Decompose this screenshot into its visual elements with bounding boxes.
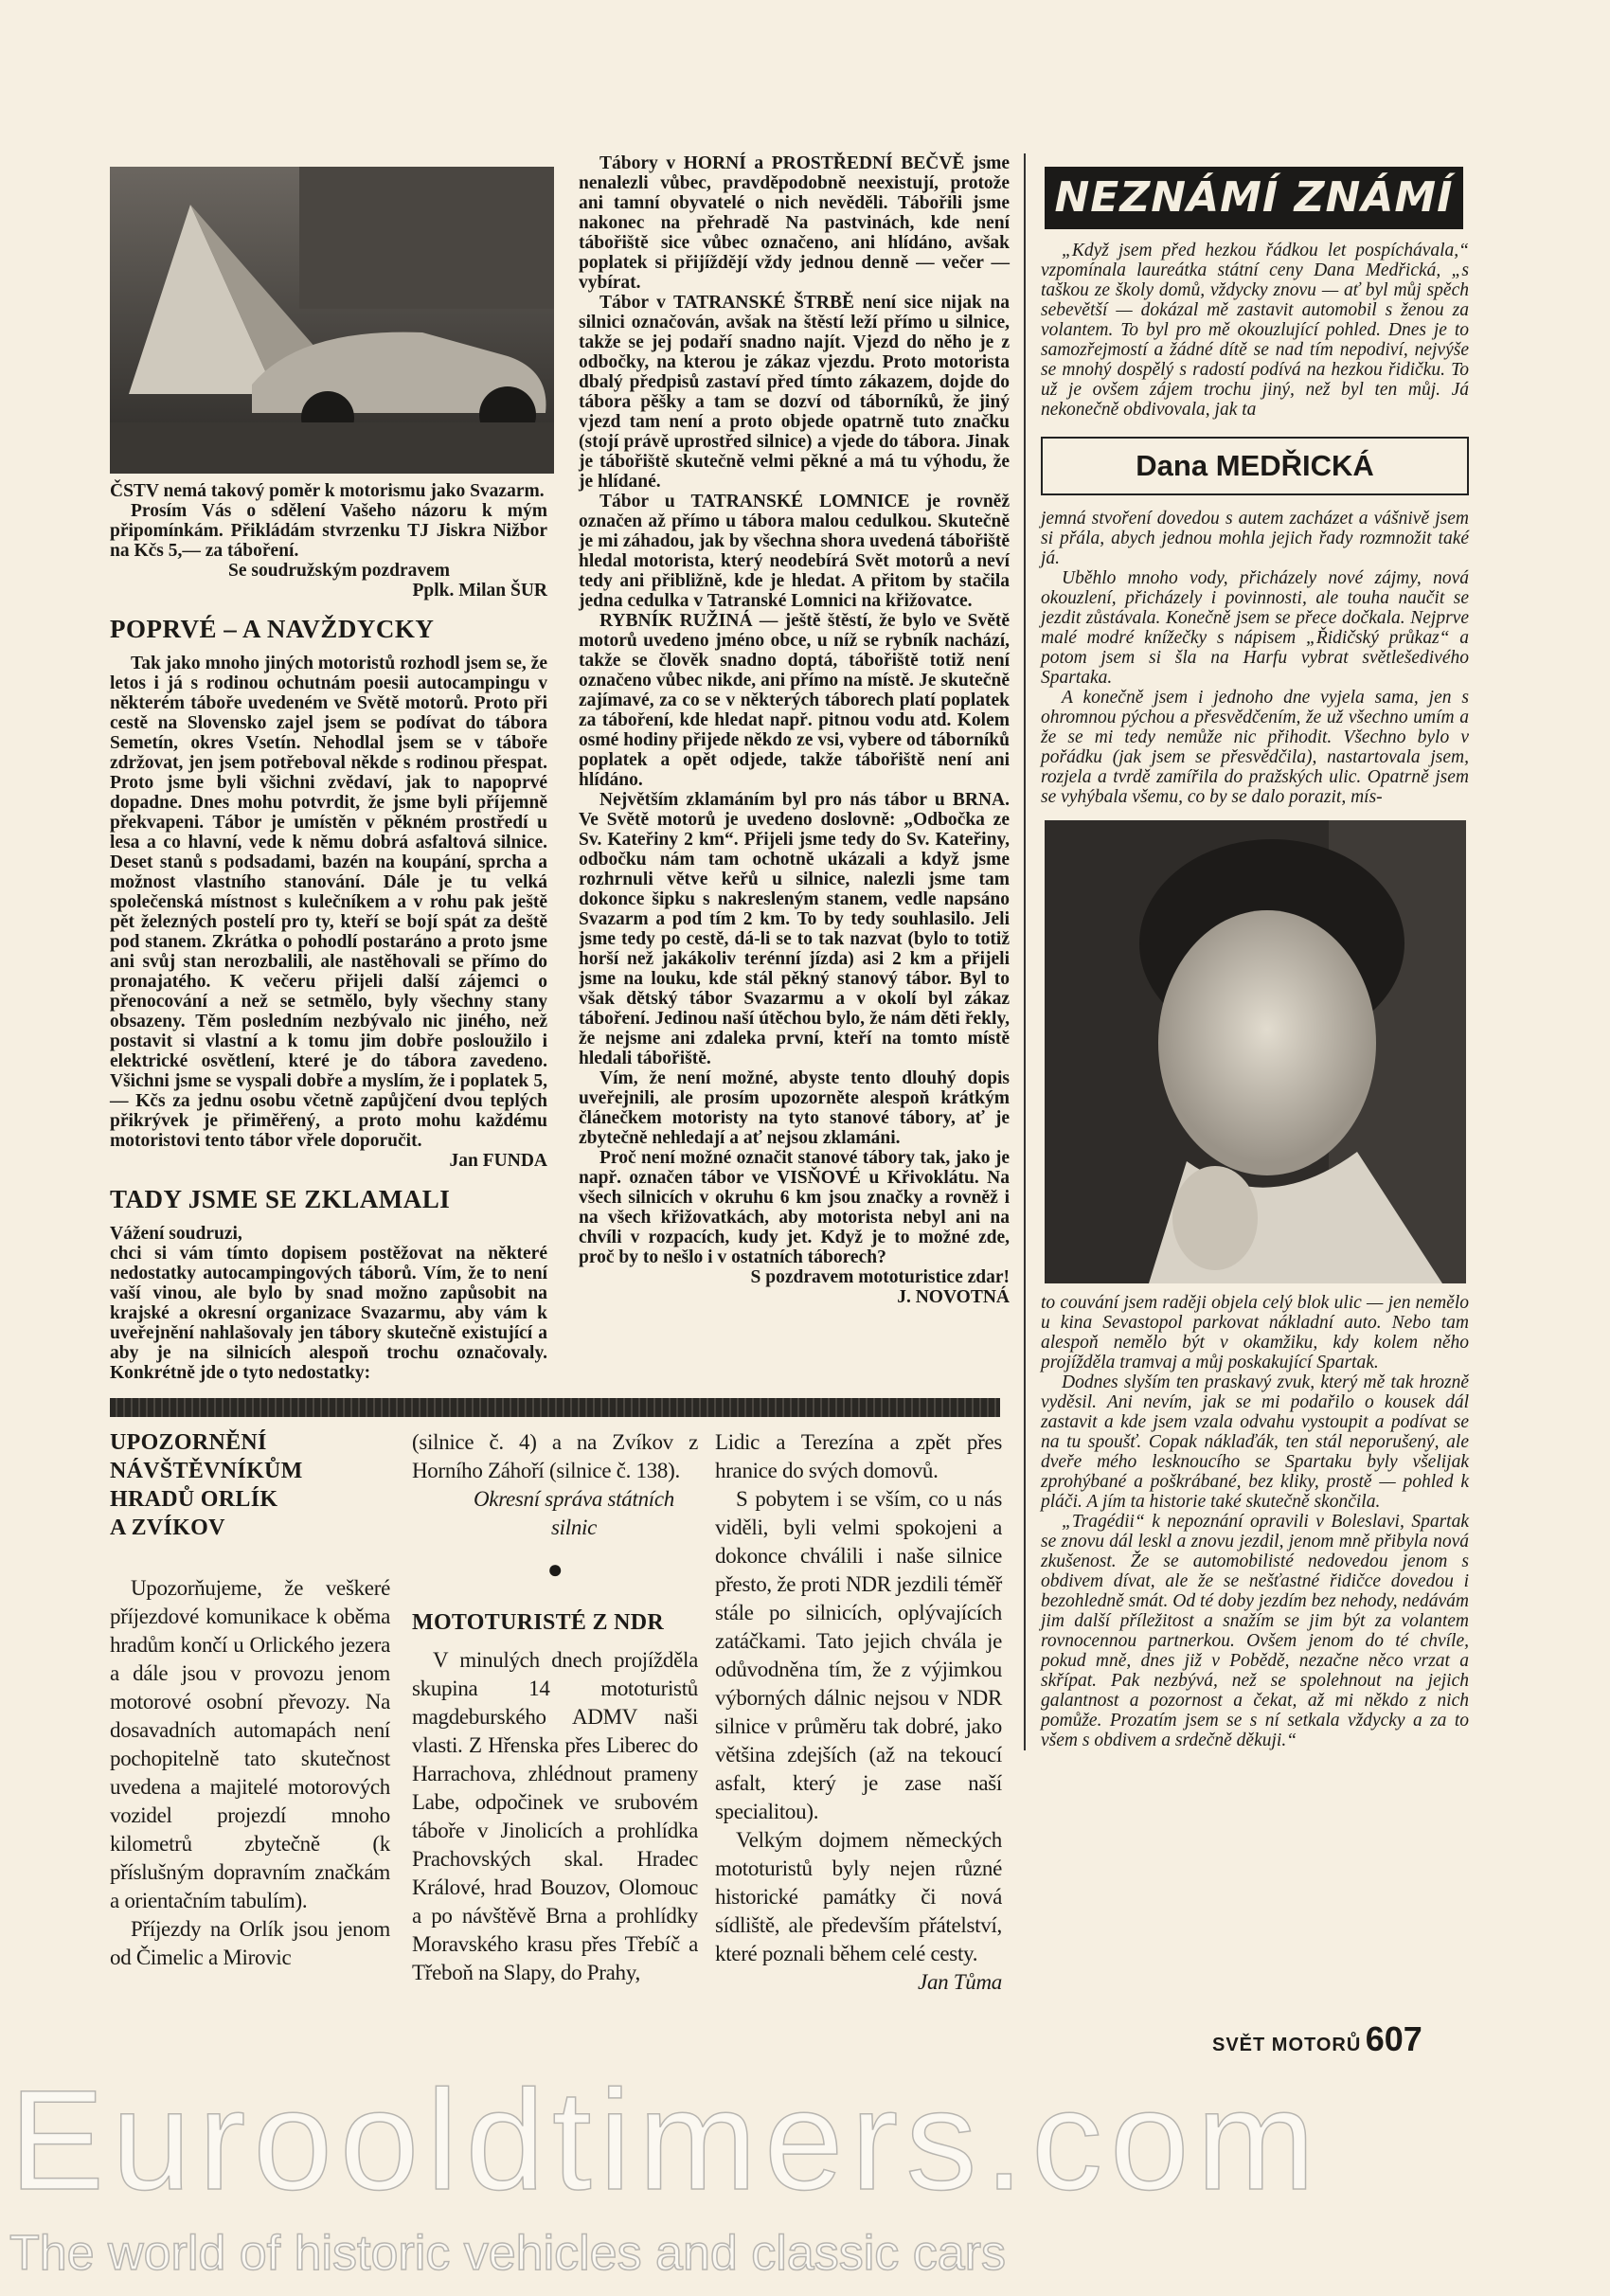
left-area [110, 153, 1010, 1997]
ndr-signature: Jan Tůma [918, 1970, 1002, 1994]
body-paragraph: Uběhlo mnoho vody, přicházely nové zájmy, nová okouzlení, přicházely i povinnosti, ale touha naučit se jezdit zůstávala. Konečně jsem se přece dočkala. Nejprve malé modré knížečky s nápisem „Řidičský průkaz“ a potom jsem si šla na Harfu vybrat světlešedivého Spartaka. [1041, 568, 1469, 688]
author-last-name: MEDŘICKÁ [1215, 449, 1374, 482]
letter-signature: J. NOVOTNÁ [897, 1287, 1010, 1307]
ndr-column-continued [715, 1428, 1002, 1997]
notice-continuation: (silnice č. 4) a na Zvíkov z Horního Záhoří (silnice č. 138). [412, 1430, 698, 1482]
notice-title [110, 1428, 390, 1542]
letter-paragraph: Prosím Vás o sdělení Vašeho názoru k mým připomínkám. Přikládám stvrzenku TJ Jiskra Nižbor na Kčs 5,— za táboření. [110, 501, 547, 561]
watermark-tagline: The world of historic vehicles and classic cars [9, 2226, 1006, 2281]
portrait-photo [1045, 820, 1466, 1283]
letter-intro: chci si vám tímto dopisem postěžovat na některé nedostatky autocampingových táborů. Vím, že to není vaší vinou, ale bylo by snad možno zapůsobit na krajské a okresní organizace Svazarmu, aby vám k uveřejnění nahlašovaly jen tábory skutečně existující a aby je na silnicích alespoň trochu označovaly. Konkrétně jde o tyto nedostatky: [110, 1244, 547, 1383]
ndr-paragraph: Velkým dojmem německých mototuristů byly nejen různé historické památky či nová sídliště, ale především přátelství, které poznali během celé cesty. [715, 1828, 1002, 1965]
notice-title-line: HRADŮ ORLÍK [110, 1487, 278, 1512]
column-2 [579, 153, 1010, 1383]
page-layout [110, 153, 1610, 1997]
article-body: Tak jako mnoho jiných motoristů rozhodl jsem se, že letos i já s rodinou ochutnám poesii autocampingu v některém táboře uvedeném ve Světě motorů. Proto při cestě na Slovensko zajel jsem se podívat do tábora Semetín, okres Vsetín. Nehodlal jsem se v táboře zdržovat, jen jsem potřeboval někde s rodinou přespat. Proto jsme byli všichni zvědaví, jak to napoprvé dopadne. Dnes mohu potvrdit, že jsme byli příjemně překvapeni. Tábor je umístěn v pěkném prostředí u lesa a co hlavní, vede k němu dobrá asfaltová silnice. Deset stanů s podsadami, bazén na koupání, sprcha a možnost vlastního stanování. Dále je tu velká společenská místnost s kulečníkem a v rohu pak ještě pět železných postelí pro ty, kteří se bojí spát za deště pod stanem. Zkrátka o pohodlí postaráno a proto jsme ani svůj stan nerozbalili, ale nastěhovali se přímo do pronajatého. K večeru přijeli další zájemci o přenocování a než se setmělo, byly všechny stany obsazeny. Těm posledním nezbývalo nic jiného, než postavit si vlastní a k tomu jim dobře posloužilo i elektrické osvětlení, které je do tábora zavedeno. Všichni jsme se vyspali dobře a myslím, že i poplatek 5,— Kčs za jednu osobu včetně zapůjčení dvou teplých přikrývek je přiměřený, a proto mohu každému motoristovi tento tábor vřele doporučit. [110, 654, 547, 1151]
column-3 [1024, 153, 1469, 1750]
column-banner-neznami: NEZNÁMÍ ZNÁMÍ [1045, 167, 1463, 229]
article-title-poprve: POPRVÉ – A NAVŽDYCKY [110, 615, 435, 643]
column-3-body [1041, 509, 1469, 807]
page-number: 607 [1365, 2019, 1422, 2058]
notice-paragraph: Příjezdy na Orlík jsou jenom od Čimelic a Mirovic [110, 1917, 390, 1969]
letter-closing: S pozdravem mototuristice zdar! [750, 1267, 1010, 1287]
camp-photo [110, 167, 554, 474]
notice-ndr-column [412, 1428, 698, 1997]
letter-paragraph: Vím, že není možné, abyste tento dlouhý dopis uveřejnili, ale prosím upozorněte alespoň krátkým článečkem motoristy na tyto stanové tábory, ať je zbytečně nehledají a ať nejsou zklamáni. [579, 1068, 1010, 1148]
letter-signature: Pplk. Milan ŠUR [412, 581, 547, 601]
article-title-ndr: MOTOTURISTÉ Z NDR [412, 1610, 665, 1635]
letter-paragraph: Největším zklamáním byl pro nás tábor u BRNA. Ve Světě motorů je uvedeno doslovně: „Odbočka ze Sv. Kateřiny 2 km“. Přijeli jsme tedy do Sv. Kateřiny, odbočku nám tam ochotně ukázali a když jsme rozhrnuli větve keřů u silnice, nalezli jsme tam dokonce šipku s nakresleným stanem, vedle napsáno Svazarm a pod tím 2 km. To by tedy souhlasilo. Jeli jsme tedy po cestě, dá-li se to tak nazvat (bylo to totiž horší než jakákoliv terénní jízda) asi 2 km a přijeli jsme na louku, kde stál pěkný stanový tábor. Byl to však dětský tábor Svazarmu a v okolí byl zákaz táboření. Jedinou naší útěchou bylo, že nám děti řekly, že nejsme ani zdaleka první, kteří na tomto místě hledali tábořiště. [579, 790, 1010, 1068]
body-paragraph: A konečně jsem i jednoho dne vyjela sama, jen s ohromnou pýchou a přesvědčením, že už všechno umím a že se mi tedy nemůže nic přihodit. Všechno bylo v pořádku (jak jsem se přesvědčila), nastartovala jsem, rozjela a tvrdě zamířila do pražských ulic. Opatrně jsem se vyhýbala všemu, co by se dalo porazit, mís- [1041, 688, 1469, 807]
author-name-box [1041, 437, 1469, 495]
intro-paragraph: „Když jsem před hezkou řádkou let pospíchávala,“ vzpomínala laureátka státní ceny Dana Medřická, „s taškou ze školy domů, vždycky znovu — ať byl můj spěch sebevětší — dokázal mě zastavit automobil s ženou za volantem. To byl pro mě okouzlující pohled. Dnes je to samozřejmostí a žádné dítě se nad tím nepodiví, nejvýše se mnohý dospělý s radostí podívá na hezkou řidičku. To už je ovšem zájem trochu jiný, než byl ten můj. Já nekonečně obdivovala, jak ta [1041, 241, 1469, 420]
letter-paragraph: ČSTV nemá takový poměr k motorismu jako Svazarm. [110, 481, 545, 501]
body-paragraph: „Tragédii“ k nepoznání opravili v Boleslavi, Spartak se znovu dál leskl a znovu jezdil, jenom mně přibyla nová zkušenost. Že se automobilisté nedovedou jenom s obdivem dívat, ale že se nešťastné řidičce dovedou i bezohledně smát. Od té doby jezdím bez nehody, nedávám jim další příležitost a snažím se jim být za volantem rovnocennou partnerkou. Ovšem jenom do té chvíle, pokud mně, dnes již v Pobědě, nezačne něco vrzat a skřípat. Pak nezbývá, než se spolehnout na jejich galantnost a pozornost a čekat, až mi někdo z nich pomůže. Prozatím jsem se s ní setkala vždycky a za to všem s obdivem a srdečně děkuji.“ [1041, 1512, 1469, 1750]
watermark-site: Eurooldtimers.com [9, 2060, 1323, 2219]
letter-paragraph: Tábory v HORNÍ a PROSTŘEDNÍ BEČVĚ jsme nenalezli vůbec, pravděpodobně neexistují, protože ani tamní obyvatelé o nich nevěděli. Tábořili jsme nakonec na přehradě Na pastvinách, kde není tábořiště sice vůbec označeno, ani hlídáno, avšak poplatek si přijíždějí vždy jednou denně — večer — vybírat. [579, 153, 1010, 293]
ndr-paragraph: S pobytem i se vším, co u nás viděli, byli velmi spokojeni a dokonce chválili i naše silnice přesto, že proti NDR jezdili téměř stále po silnicích, oplývajících zatáčkami. Tato jejich chvála je odůvodněna tím, že z výjimkou výborných dálnic nejsou v NDR silnice v průměru tak dobré, jako většina zdejších (až na tekoucí asfalt, který je zase naší specialitou). [715, 1487, 1002, 1823]
notice-orlik-column [110, 1428, 390, 1997]
notice-title-line: A ZVÍKOV [110, 1516, 225, 1540]
page-footer [1212, 2019, 1610, 2059]
body-paragraph: jemná stvoření dovedou s autem zacházet a vášnivě jsem si přála, abych jednou mohla jejich řady rozmnožit také já. [1041, 509, 1469, 568]
letter-paragraph: RYBNÍK RUŽINÁ — ještě štěstí, že bylo ve Světě motorů uvedeno jméno obce, u níž se rybník nachází, takže se člověk snadno doptá, tábořiště totiž není označeno vůbec nikde, ani přímo na místě. Je skutečně zajímavé, za co se v některých táborech platí poplatek za táboření, kde hledat např. pitnou vodu atd. Kolem osmé hodiny přijede někdo ze vsi, vybere od táborníků poplatek a opět odjede, takže tábořiště není ani hlídáno. [579, 611, 1010, 790]
letter-salutation: Vážení soudruzi, [110, 1224, 242, 1244]
magazine-name: SVĚT MOTORŮ [1212, 2035, 1362, 2055]
column-1 [110, 153, 547, 1383]
ndr-paragraph: V minulých dnech projížděla skupina 14 mototuristů magdeburského ADMV naši vlasti. Z Hřenska přes Liberec do Harrachova, zhlédnout prameny Labe, odpočinek ve srubovém táboře v Jinolicích a prohlídka Prachovských skal. Hradec Králové, hrad Bouzov, Olomouc a po návštěvě Brna a prohlídky Moravského krasu přes Třebíč a Třeboň na Slapy, do Prahy, [412, 1648, 698, 1984]
notice-signature: Okresní správa státních silnic [473, 1487, 674, 1539]
article-title-zklamali: TADY JSME SE ZKLAMALI [110, 1185, 451, 1213]
author-first-name: Dana [1136, 449, 1208, 482]
column-3-body-continued [1041, 1293, 1469, 1750]
column-3-intro [1041, 241, 1469, 420]
top-columns [110, 153, 1010, 1383]
body-paragraph: Dodnes slyším ten praskavý zvuk, který mě tak hrozně vyděsil. Ani nevím, jak se mi podařilo o kousek dál zastavit a kde jsem vzala odvahu vystoupit a podívat se na tu spoušť. Copak náklaďák, ten stál neporušený, ale dveře mého lesknoucího se Spartaku byly všelijak zprohýbané a poškrábané, bez kliky, prostě — pohled k pláči. A jím ta historie také skutečně skončila. [1041, 1372, 1469, 1512]
letter-closing: Se soudružským pozdravem [227, 561, 450, 581]
letter-paragraph: Tábor v TATRANSKÉ ŠTRBĚ není sice nijak na silnici označován, avšak na štěstí leží přímo u silnice, takže se jej podaří snadno najít. Vjezd do něho je z odbočky, na kterou je zákaz vjezdu. Proto motorista dbalý předpisů zastaví před tímto zákazem, dojde do tábora pěšky a tam se dozví od táborníků, že jiný vjezd tam není a proto objede opatrně tuto značku (stojí právě uprostřed silnice) a vjede do tábora. Jinak je tábořiště skutečně velmi pěkné a má tu výhodu, že je hlídané. [579, 293, 1010, 492]
notice-title-line: NÁVŠTĚVNÍKŮM [110, 1459, 303, 1483]
bullet-separator: ● [546, 1555, 564, 1585]
section-divider-bar [110, 1398, 1000, 1417]
notice-paragraph: Upozorňujeme, že veškeré příjezdové komunikace k oběma hradům končí u Orlického jezera a dále jsou v provozu jenom motorové osobní převozy. Na dosavadních automapách není pochopitelně tato skutečnost uvedena a majitelé motorových vozidel projezdí mnoho kilometrů zbytečně (k příslušným dopravním značkám a orientačním tabulím). [110, 1576, 390, 1912]
bottom-columns [110, 1428, 1010, 1997]
letter-paragraph: Tábor u TATRANSKÉ LOMNICE je rovněž označen až přímo u tábora malou cedulkou. Skutečně je mi záhadou, jak by všechna shora uvedená tábořiště hledal motorista, který neodebírá Svět motorů a neví tedy ani přibližně, kde je hledat. A přitom by stačila jedna cedulka v Tatranské Lomnici na křižovatce. [579, 492, 1010, 611]
letter-paragraph: Proč není možné označit stanové tábory tak, jako je např. označen tábor ve VISŇOVÉ u Křivoklátu. Na všech silnicích v okruhu 6 km jsou značky a rovněž i na všech křižovatkách, aby motorista nebyl ani na chvíli v rozpacích, kudy jet. Když je to možné zde, proč by to nešlo i v ostatních táborech? [579, 1148, 1010, 1267]
ndr-paragraph-end: Lidic a Terezína a zpět přes hranice do svých domovů. [715, 1430, 1002, 1482]
notice-title-line: UPOZORNĚNÍ [110, 1430, 267, 1455]
body-paragraph: to couvání jsem raději objela celý blok ulic — jen nemělo u kina Sevastopol parkovat nákladní auto. Nebo tam alespoň nemělo být v okamžiku, kdy kolem něho projížděla tramvaj a můj poskakující Spartak. [1041, 1293, 1469, 1372]
article-signature: Jan FUNDA [449, 1151, 547, 1171]
